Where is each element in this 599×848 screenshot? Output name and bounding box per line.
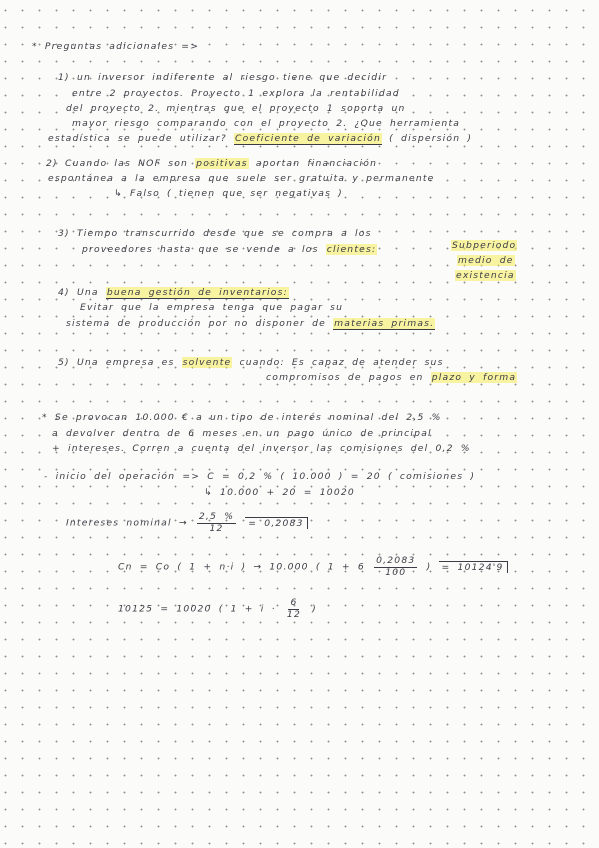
q3-answer-line-1: Subperiodo [452,240,517,251]
q4-text: 4) Una [58,287,99,298]
q3-answer-line-3: existencia [456,270,515,281]
calc-nominal-result: = 0,2083 [245,517,307,529]
calc-nominal-fraction: $\frac{2,5 \%}{12}$ [198,511,235,534]
calc-cn-line: Cn = Co ( 1 + n·i ) → 10.000 ( 1 + 6 $\frac{0,2083}{100}$ ) = 10124'9 [118,556,508,578]
calc-last-line: 10125 = 10020 ( 1 + i · $\frac{6}{12}$ ) [118,597,317,620]
calc-cn-fraction: $\frac{0,2083}{100}$ [376,555,416,578]
q1-answer-highlight: Coeficiente de variación [235,133,382,144]
problem-line-2: a devolver dentro de 6 meses en un pago único de principal [52,428,432,439]
q5-highlight-solvente: solvente [182,357,232,368]
calc-start-note: ( comisiones ) [387,471,476,482]
section-title: * Preguntas adicionales => [32,41,200,52]
calc-start-line [44,471,475,482]
q2-line-1 [46,158,377,169]
q4-line-1 [58,287,289,298]
q3-highlight-clientes: clientes: [326,244,377,255]
q1-line-2: entre 2 proyectos. Proyecto 1 explora la rentabilidad [72,88,400,99]
q3-line-2 [82,244,377,255]
q4-text-b: sistema de producción por no disponer de [66,318,326,329]
calc-start-result: ↳ 10.000 + 20 = 10020 [204,487,355,498]
calc-last-equation: 10125 = 10020 ( 1 + i · [118,603,276,615]
q2-answer: ↳ Falso ( tienen que ser negativas ) [114,188,343,199]
q1-line-3: del proyecto 2. mientras que el proyecto 1 soporta un [66,103,406,114]
calc-last-fraction: $\frac{6}{12}$ [286,597,302,620]
q4-line-2: Evitar que la empresa tenga que pagar su [80,302,344,313]
q5-text-c: compromisos de pagos en [266,372,424,383]
q1-line-5 [48,133,472,144]
q2-line-2: espontánea a la empresa que suele ser gratuita y permanente [48,173,435,184]
q3-answer-line-2: medio de [458,255,514,266]
q5-line-2 [266,372,517,383]
q4-highlight-materias: materias primas. [334,318,435,329]
q1-line-1: 1) un inversor indiferente al riesgo tiene que decidir [58,72,388,83]
calc-nominal-label: Intereses nominal → [66,517,188,529]
q4-highlight-inventarios: buena gestión de inventarios: [106,287,288,298]
calc-start-label: - inicio del operación => [44,471,201,482]
q4-line-3 [66,318,435,329]
q2-text-b: aportan financiación [255,158,378,169]
q1-question-text: estadística se puede utilizar? [48,133,227,144]
q1-line-4: mayor riesgo comparando con el proyecto 2. ¿Que herramienta [72,118,461,129]
q2-text-a: 2) Cuando las NOF son [46,158,189,169]
q3-text: proveedores hasta que se vende a los [82,244,319,255]
q3-line-1: 3) Tiempo transcurrido desde que se compra a los [58,228,372,239]
calc-cn-result: = 10124'9 [439,561,508,573]
q2-highlight-positivas: positivas [196,158,248,169]
calc-cn-equation: Cn = Co ( 1 + n·i ) → 10.000 ( 1 + 6 [118,561,365,573]
problem-line-3: + intereses. Corren a cuenta del inversor las comisiones del 0,2 % [52,443,471,454]
problem-line-1: * Se provocan 10.000 € a un tipo de interés nominal del 2,5 % [42,412,442,423]
q1-answer-note: ( dispersión ) [389,133,473,144]
q5-text-a: 5) Una empresa es [58,357,175,368]
calc-start-equation: C = 0,2 % ( 10.000 ) = 20 [207,471,381,482]
q5-highlight-plazo: plazo y forma [431,372,517,383]
q5-line-1 [58,357,444,368]
q5-text-b: cuando: Es capaz de atender sus [239,357,444,368]
calc-nominal-line [66,512,308,534]
